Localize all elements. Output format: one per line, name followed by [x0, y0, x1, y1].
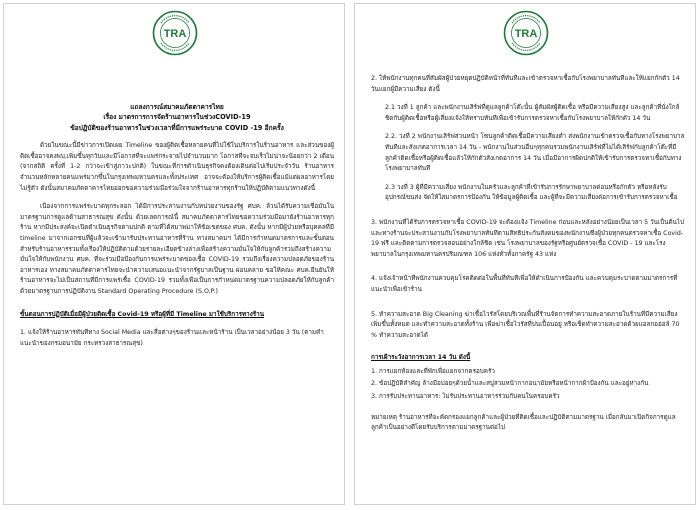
paragraph-measures: เนื่องจากการแพร่ระบาดทุกระลอก ได้มีการประสานงานกับหน่วยงานของรัฐ ศบค. ล้วนได้รับความเชื่อมั่นในมาตรฐานการดูแลด้านสาธารณสุข ดังนั้น ด้วยเลตการณ์นี้ สมาคมภัตตาคารไทยขอความร่วมมือมายังร้านอาหารทุกร้าน หากมีประสงค์จะเปิดดำเนินธุรกิจตามปกติ ตามที่ได้สมาพมาให้ข้อเขตของ ศบค. ดังนั้น หากมีผู้ป่วยหรือบุคคลที่มี timeline มาจากเอกชนที่ผู้แล้วจะเข้ามารับประทานอาหารที่ร้าน ทางสมาคมฯ ได้มีการกำหนดมาตรการและขั้นตอนสำหรับร้านอาหารรวมทั้งเรื่องให้ปฏิบัติตามด้วยรายละเอียดข้างล่างเพื่อสร้างความมั่นใจให้กับลูกค้ารวมถึงสร้างความมั่นใจให้กับพนักงาน ศบค. ที่จะร่วมมือป้องกันการแพร่ระบาดของเชื้อ COVID-19 รวมถึงเรื่องความปลอดภัยของร้านอาหารเอง ทางสมาคมภัตตาคารไทยจะนำความเสนอแนะนำจากรัฐบาลเป็นฐาน ผ่อนคลาย ขอให้คณะ ศบค.ยืนยันให้ร้านอาหารจะไม่เป็นสถานที่มีการแพร่เชื้อ COVID-19 รวมทั้งเพื่อเป็นการกำหนดมาตรฐานความปลอดภัยให้กับลูกค้าด้วยมาตรฐานการปฏิบัติงาน Standard Operating Procedure (S.O.P.)	[20, 203, 334, 295]
watch-item-3: 3. การรับประทานอาหาร: ไม่รับประทานอาหารร่วมกับคนในครอบครัว	[371, 393, 560, 401]
left-content	[20, 102, 334, 357]
step-2-2: 2.2. วงที่ 2 พนักงานเสิร์ฟส่วนหน้า โซนลูกค้าติดเชื้อมีความเสี่ยงต่ำ ส่งพนักงานเข้าตรวจเชื้อกับทางโรงพยาบาลทันทีและสังเกตอาการเวลา 14 วัน - พนักงานในส่วนอื่นๆทุกคนรวมพนักงานเสิร์ฟที่ไม่ได้เสิร์ฟกับลูกค้าโต๊ะที่มีลูกค้าติดเชื้อหรือผู้ติดเชื้อแล้วให้กักตัวสังเกตอาการ 14 วัน เมื่อมีอาการผิดปกติให้เข้ารับการตรวจหาเชื้อกับทางโรงพยาบาลทันที	[385, 133, 685, 173]
step-5: 5. ทำความสะอาด Big Cleaning ฆ่าเชื้อไวรัสโดยบริเวณพื้นที่ร้านจัดการทำความสะอาดภายในร้านที่มีความเสี่ยงเพิ่มขึ้นทั้งหมด และทำความสะอาดทั้งร้าน เพื่อฆ่าเชื้อไวรัสที่ปนเปื้อนอยู่ หรือเช็ดทำความสะอาดด้วยแอลกอฮอล์ 70 % ทำความสะอาดได้	[371, 310, 680, 339]
right-content	[371, 74, 685, 442]
statement-title: แถลงการณ์สมาคมภัตตาคารไทย	[130, 103, 224, 111]
procedure-heading: ขั้นตอนการปฏิบัติเมื่อมีผู้ป่วยติดเชื้อ Covid-19 หรือผู้ที่มี Timeline มาใช้บริการทางร้าน	[20, 310, 265, 318]
step-3: 3. พนักงานที่ได้รับการตรวจหาเชื้อ COVID-19 จะต้องแจ้ง Timeline ก่อนและหลังอย่างน้อยเป็นเวลา 5 วันเป็นต้นไป และทางร้านจะประสานงานกับโรงพยาบาลทันทีตามสิทธิประกันสังคมของพนักงานซึ่งผู้ป่วยทุกคนตรวจหาเชื้อ Covid-19 ฟรี และติดตามการตรวจสอบอย่างใกล้ชิด เช่น โรงพยาบาลของรัฐหรือศูนย์ตรวจเชื้อ COVID - 19 และโรงพยาบาลในกรุงเทพมหานครปริมณฑล 106 แห่งทั่วทั้งภาครัฐ 43 แห่ง	[371, 218, 684, 258]
page-right	[354, 3, 696, 505]
closing-note: หมายเหตุ ร้านอาหารที่จะคัดกรองแยกลูกค้าและผู้ป่วยที่ติดเชื้อและปฏิบัติตามมาตรฐาน เมื่อกลับมาเปิดกิจการดูแลลูกค้าเป็นอย่างดีโดยรับบริการตามมาตรฐานต่อไป	[371, 413, 676, 432]
watch-heading: การเฝ้าระวังอาการเวลา 14 วัน ดังนี้	[371, 354, 471, 362]
association-logo	[152, 10, 198, 56]
statement-subject: เรื่อง มาตรการการจัดร้านอาหารในช่วงCOVID-19	[103, 113, 251, 122]
watch-item-2: 2. ข้อปฏิบัติสำคัญ ล้างมือบ่อยๆด้วยน้ำและสบู่สวมหน้ากากอนามัยหรือหน้ากากผ้าป้องกัน และอยู่ห่างกัน	[371, 380, 649, 388]
page-left	[3, 3, 345, 505]
statement-subtitle: ข้อปฏิบัติของร้านอาหารในช่วงเวลาที่มีการแพร่ระบาด COVID -19 อีกครั้ง	[70, 123, 284, 132]
step-2: 2. ให้พนักงานทุกคนที่สัมผัสผู้ป่วยหยุดปฏิบัติหน้าที่ทันทีและเข้าตรวจหาเชื้อกับโรงพยาบาลทันทีและให้แยกกักตัว 14 วันแยกผู้มีความเสี่ยง ดังนี้	[371, 75, 680, 93]
association-logo	[503, 10, 549, 56]
step-1: 1. แจ้งให้ร้านอาหารทันทีทาง Social Media และสื่อต่างๆของร้านและหน้าร้าน เป็นเวลาอย่างน้อย 3 วัน (ตามคำแนะนำของกรมอนามัย กระทรวงสาธารณสุข)	[20, 329, 324, 347]
paragraph-intro: ด้วยในขณะนี้มีข่าวการเปิดเผย Timeline ของผู้ติดเชื้อหลายคนที่ไปใช้ในบริการในร้านอาหาร และส่วนของผู้ติดเชื้ออาจคงพบ,เพิ่มขึ้นทุกวันและมีโอกาสที่จะแพร่กระจายไปจำนวนมาก โอกาสที่จะจบเร็วไม่น่าจะน้อยกว่า 2 เดือน (จากสถิติ ครั้งที่ 1-2 กว่าจะเข้าสู่ภาวะปกติ) ในขณะที่การดำเนินธุรกิจคงต้องเดินต่อไปเริ่มประจำวัน ร้านอาหารจำนวนหลักหลายคนแพร่มากขึ้นในกรุงเทพมหานครและทั้งประเทศ อาจจะต้องให้บริการผู้ติดเชื้อแม้แต่ผลอาหารโดยไม่รู้ตัว ดังนั้นสมาคมภัตตาคารไทยออกขอความร่วมมือร่วมใจจากร้านอาหารทุกร้านให้ปฏิบัติตามแนวทางดังนี้	[20, 142, 334, 192]
svg-text:TRA: TRA	[163, 28, 187, 40]
step-4: 4. แจ้งเจ้าหน้าที่พนักงานควบคุมโรคติดต่อในพื้นที่ทันทีเพื่อให้ดำเนินการป้องกัน และควบคุมระบาดตามมาตรการที่แนะนำเพื่อเข้าร้าน	[371, 275, 678, 293]
step-2-3: 2.3 วงที่ 3 ผู้ที่มีความเสี่ยง พนักงานในครัวและลูกค้าที่เข้ารับการรักษาพยาบาลต่อนหรือกักตัว หรือหลังรับอุปกรณ์ขนส่ง จัดให้ใสมาตรการป้องกัน ให้ข้อมูลผู้ติดเชื้อ และผู้ที่จะมีความเสี่ยงต่อการเข้ารับการตรวจหาเชื้อ	[385, 183, 678, 202]
step-2-1: 2.1 วงที่ 1 ลูกค้า และพนักงานเสิร์ฟที่ดูแลลูกค้าโต๊ะนั้น ผู้สัมผัสผู้ติดเชื้อ หรือมีความเสี่ยงสูง และลูกค้าที่นั่งใกล้ชิดกับผู้ติดเชื้อหรือผู้เสี่ยงแจ้งให้ทราบทันทีเพื่อเข้ารับการตรวจหาเชื้อกับโรงพยาบาลให้กักตัว 14 วัน	[385, 104, 680, 122]
svg-text:TRA: TRA	[514, 28, 538, 40]
watch-item-1: 1. การแยกห้องและที่พักเพื่อแยกจากครอบครัว	[371, 367, 495, 375]
